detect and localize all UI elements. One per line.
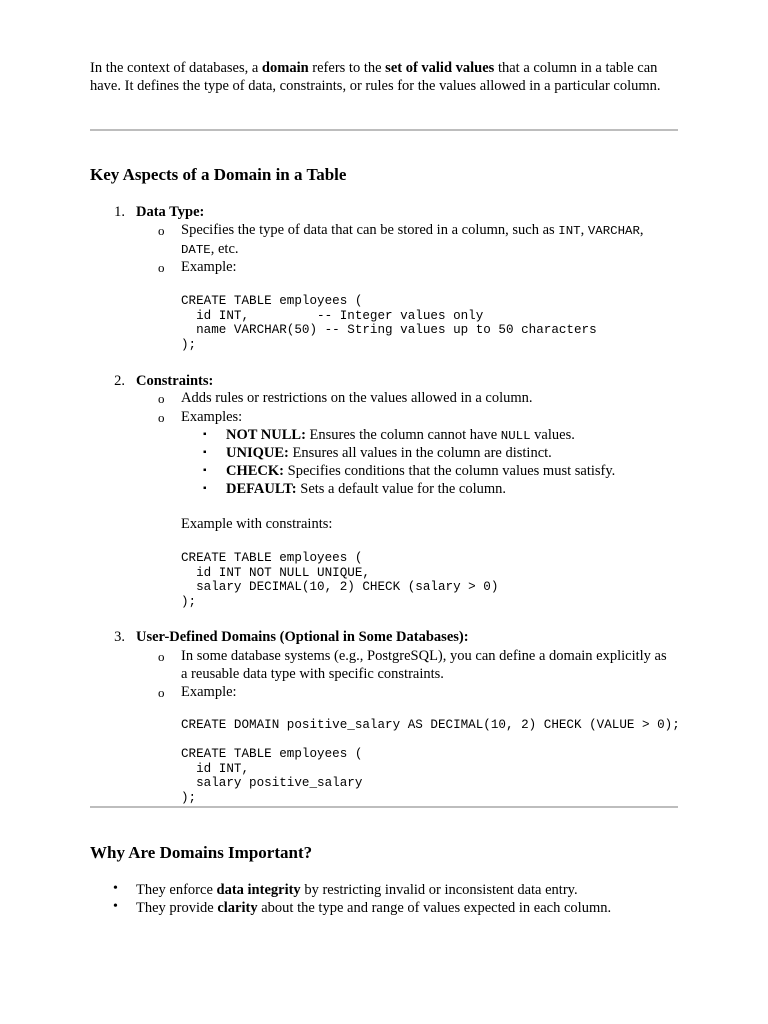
sub-bullet-marker: o	[158, 685, 165, 700]
dot-bullet-marker: •	[113, 899, 118, 914]
item2-sub2-text: Examples:	[181, 409, 243, 425]
inline-code-null: NULL	[500, 429, 531, 443]
constraint-unique-label: UNIQUE:	[226, 445, 289, 461]
intro-bold-valid-values: set of valid values	[385, 60, 495, 76]
code-block-data-type: CREATE TABLE employees ( id INT, -- Integer values only name VARCHAR(50) -- String values up to 50 characters );	[181, 294, 597, 352]
constraint-default-desc: Sets a default value for the column.	[296, 481, 507, 497]
constraint-not-null-tail: values.	[530, 427, 575, 443]
constraint-default	[226, 480, 506, 498]
sub-bullet-marker: o	[158, 260, 165, 275]
code-block-constraints: CREATE TABLE employees ( id INT NOT NULL UNIQUE, salary DECIMAL(10, 2) CHECK (salary > 0) );	[181, 551, 499, 609]
square-bullet-marker: ▪	[203, 483, 207, 494]
item-title-user-defined-domains	[136, 628, 469, 646]
importance-integrity-lead: They enforce	[136, 882, 217, 898]
divider-2	[90, 806, 678, 808]
constraint-check-label: CHECK:	[226, 463, 284, 479]
sub-bullet-marker: o	[158, 649, 165, 664]
item3-sub1-text: In some database systems (e.g., PostgreSQL), you can define a domain explicitly as a reusable data type with specific constraints.	[181, 648, 667, 682]
square-bullet-marker: ▪	[203, 447, 207, 458]
item-title-user-defined-text: User-Defined Domains (Optional in Some Databases):	[136, 629, 469, 645]
inline-code-int: INT	[558, 224, 581, 238]
item1-sub1-lead: Specifies the type of data that can be stored in a column, such as	[181, 222, 559, 238]
constraint-check-desc: Specifies conditions that the column values must satisfy.	[284, 463, 616, 479]
item-title-constraints-text: Constraints:	[136, 373, 214, 389]
item-title-data-type-text: Data Type:	[136, 204, 205, 220]
item1-sub2-text: Example:	[181, 259, 237, 275]
constraint-not-null	[226, 426, 575, 445]
constraint-check	[226, 462, 615, 480]
section-heading-why-important: Why Are Domains Important?	[90, 843, 313, 862]
importance-clarity-tail: about the type and range of values expected in each column.	[257, 900, 612, 916]
item2-sub1-text: Adds rules or restrictions on the values allowed in a column.	[181, 390, 533, 406]
item-title-constraints	[136, 372, 213, 390]
constraint-not-null-label: NOT NULL:	[226, 427, 306, 443]
intro-bold-domain: domain	[261, 60, 309, 76]
importance-integrity-tail: by restricting invalid or inconsistent data entry.	[300, 882, 578, 898]
constraint-unique	[226, 444, 552, 462]
square-bullet-marker: ▪	[203, 429, 207, 440]
item1-sub1-sep1: ,	[580, 222, 588, 238]
importance-bullet-clarity	[136, 899, 611, 917]
sub-bullet-marker: o	[158, 391, 165, 406]
sub-bullet-marker: o	[158, 223, 165, 238]
constraint-not-null-desc: Ensures the column cannot have	[305, 427, 501, 443]
item-title-data-type	[136, 203, 204, 221]
section-heading-key-aspects: Key Aspects of a Domain in a Table	[90, 165, 347, 184]
example-with-constraints-label: Example with constraints:	[181, 516, 333, 532]
importance-bullet-integrity	[136, 881, 578, 899]
list-number-3: 3.	[114, 629, 125, 645]
importance-clarity-lead: They provide	[136, 900, 218, 916]
constraint-unique-desc: Ensures all values in the column are distinct.	[288, 445, 552, 461]
code-block-user-defined-domain: CREATE DOMAIN positive_salary AS DECIMAL(10, 2) CHECK (VALUE > 0); CREATE TABLE employees ( id INT, salary positive_salary );	[181, 718, 680, 805]
item3-sub2-text: Example:	[181, 684, 237, 700]
item1-sub1-text	[181, 221, 671, 259]
item1-sub1-sep2: ,	[639, 222, 644, 238]
importance-clarity-bold: clarity	[217, 900, 258, 916]
intro-text-3: that a column in a table can have. It defines the type of data, constraints, or rules for the values allowed in a particular column.	[90, 60, 661, 94]
inline-code-varchar: VARCHAR	[587, 224, 640, 238]
list-number-1: 1.	[114, 204, 125, 220]
list-number-2: 2.	[114, 373, 125, 389]
item1-sub1-tail: , etc.	[210, 241, 239, 257]
inline-code-date: DATE	[181, 243, 211, 257]
intro-paragraph	[90, 59, 670, 95]
dot-bullet-marker: •	[113, 881, 118, 896]
intro-text-2: refers to the	[308, 60, 386, 76]
sub-bullet-marker: o	[158, 410, 165, 425]
square-bullet-marker: ▪	[203, 465, 207, 476]
intro-text-1: In the context of databases, a	[90, 60, 262, 76]
divider-1	[90, 129, 678, 131]
constraint-default-label: DEFAULT:	[226, 481, 297, 497]
importance-integrity-bold: data integrity	[216, 882, 301, 898]
